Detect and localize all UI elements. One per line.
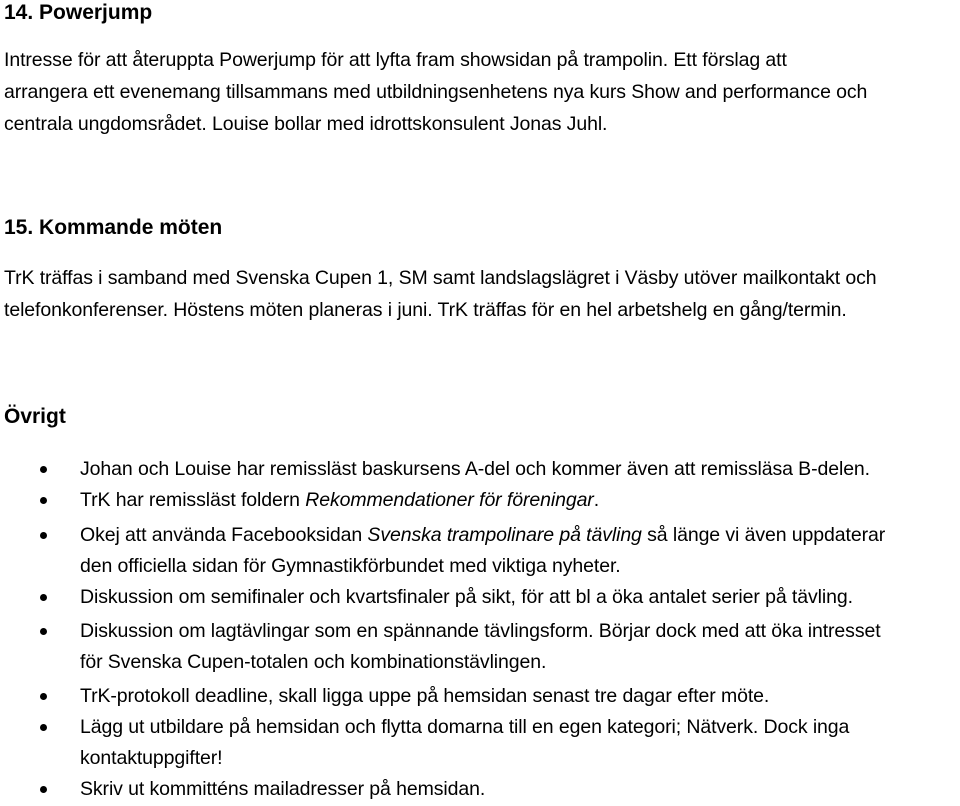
ovrigt-bullet-list xyxy=(0,454,960,805)
bullet-icon xyxy=(40,724,47,731)
bullet-icon xyxy=(40,466,47,473)
paragraph-line: arrangera ett evenemang tillsammans med utbildningsenhetens nya kurs Show and performance och xyxy=(4,81,868,103)
list-item: Diskussion om lagtävlingar som en spännande tävlingsform. Börjar dock med att öka intresset för Svenska Cupen-totalen och kombinationstävlingen. xyxy=(0,616,960,678)
bullet-icon xyxy=(40,497,47,504)
italic-title: Rekommendationer för föreningar xyxy=(305,489,594,511)
paragraph-line: telefonkonferenser. Höstens möten planeras i juni. TrK träffas för en hel arbetshelg en gång/termin. xyxy=(4,299,847,321)
list-item: Johan och Louise har remissläst baskursens A-del och kommer även att remissläsa B-delen. xyxy=(0,454,960,485)
paragraph-line: centrala ungdomsrådet. Louise bollar med idrottskonsulent Jonas Juhl. xyxy=(4,113,608,135)
list-item: Skriv ut kommitténs mailadresser på hemsidan. xyxy=(0,774,960,805)
section-14-paragraph xyxy=(4,44,954,140)
list-item: Okej att använda Facebooksidan Svenska trampolinare på tävling så länge vi även uppdaterar den officiella sidan för Gymnastikförbundet med viktiga nyheter. xyxy=(0,520,960,582)
bullet-icon xyxy=(40,786,47,793)
list-item: TrK-protokoll deadline, skall ligga uppe på hemsidan senast tre dagar efter möte. xyxy=(0,681,960,712)
paragraph-line: TrK träffas i samband med Svenska Cupen 1, SM samt landslagslägret i Väsby utöver mailkontakt och xyxy=(4,267,877,289)
paragraph-line: Intresse för att återuppta Powerjump för att lyfta fram showsidan på trampolin. Ett förslag att xyxy=(4,49,787,71)
section-15-heading: 15. Kommande möten xyxy=(4,216,223,239)
bullet-icon xyxy=(40,693,47,700)
list-item: Diskussion om semifinaler och kvartsfinaler på sikt, för att bl a öka antalet serier på tävling. xyxy=(0,582,960,613)
section-14-heading: 14. Powerjump xyxy=(4,1,153,24)
bullet-icon xyxy=(40,594,47,601)
italic-title: Svenska trampolinare på tävling xyxy=(367,524,642,546)
bullet-icon xyxy=(40,628,47,635)
ovrigt-heading: Övrigt xyxy=(4,405,66,428)
list-item: TrK har remissläst foldern Rekommendationer för föreningar. xyxy=(0,485,960,516)
list-item: Lägg ut utbildare på hemsidan och flytta domarna till en egen kategori; Nätverk. Dock inga kontaktuppgifter! xyxy=(0,712,960,774)
bullet-icon xyxy=(40,532,47,539)
section-15-paragraph xyxy=(4,262,954,326)
